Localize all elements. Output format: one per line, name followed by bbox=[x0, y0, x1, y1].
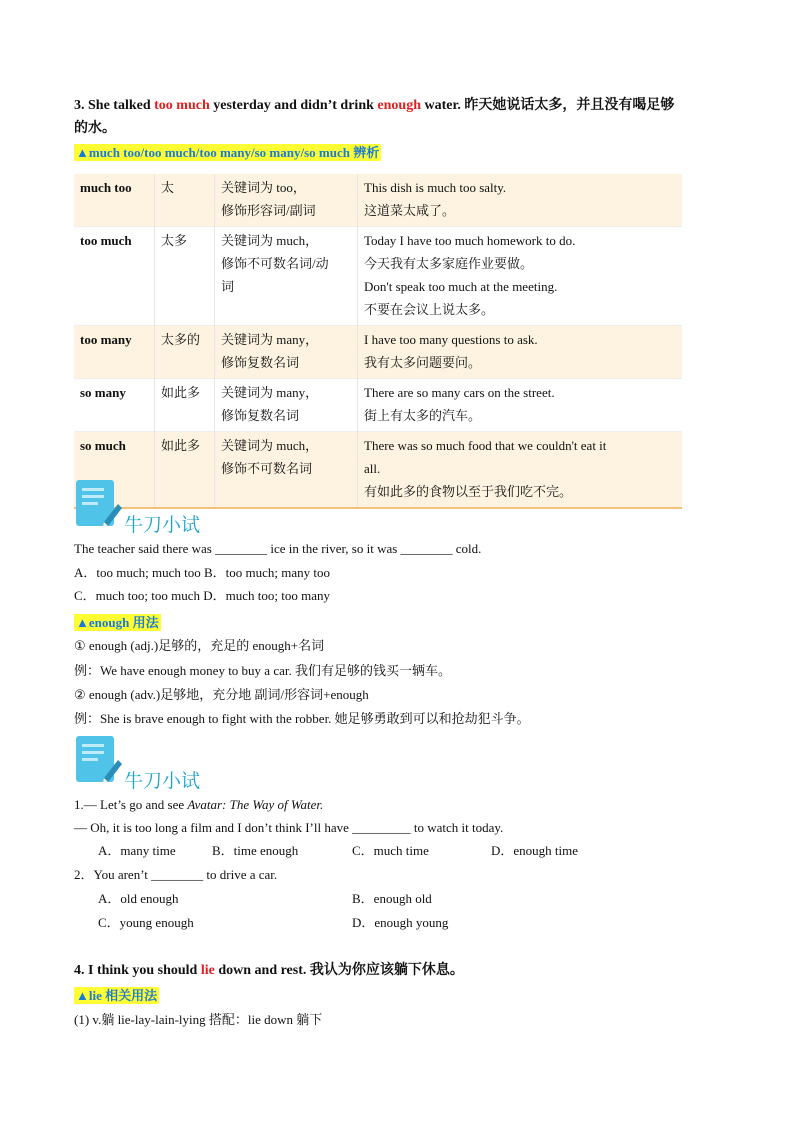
section3-heading-cont: 的水。 bbox=[74, 121, 116, 136]
section-number: 3. bbox=[74, 98, 85, 113]
quiz2-q1: 1.— Let’s go and see Avatar: The Way of Water. bbox=[74, 797, 324, 812]
lie-heading: ▲lie 相关用法 bbox=[76, 988, 158, 1003]
usage-line: 关键词为 many， bbox=[221, 332, 319, 347]
example-cell bbox=[358, 326, 683, 379]
term-cell: much too bbox=[74, 174, 155, 227]
usage-cell bbox=[215, 432, 358, 509]
usage-line: 修饰不可数名词 bbox=[221, 461, 313, 476]
table-row bbox=[74, 326, 682, 379]
meaning-cell: 如此多 bbox=[155, 432, 215, 509]
example-line: There are so many cars on the street. bbox=[364, 385, 555, 400]
example-line: 有如此多的食物以至于我们吃不完。 bbox=[364, 484, 573, 499]
analysis-heading: ▲much too/too much/too many/so many/so much 辨析 bbox=[76, 145, 380, 160]
quiz2-q2-option-a: A．old enough bbox=[98, 891, 179, 906]
lie-usage-line: (1) v.躺 lie-lay-lain-lying 搭配：lie down 躺下 bbox=[74, 1012, 323, 1027]
quiz2-q1-line2: — Oh, it is too long a film and I don’t think I’ll have _________ to watch it today. bbox=[74, 820, 504, 835]
example-cell bbox=[358, 174, 683, 227]
usage-cell bbox=[215, 174, 358, 227]
example-line: 这道菜太咸了。 bbox=[364, 203, 456, 218]
keyword-lie: lie bbox=[200, 963, 215, 978]
meaning-cell: 太 bbox=[155, 174, 215, 227]
quiz-title: 牛刀小试 bbox=[124, 770, 201, 792]
heading-text: yesterday and didn’t drink bbox=[213, 98, 374, 113]
table-row bbox=[74, 227, 682, 326]
heading-text: She talked bbox=[88, 98, 151, 113]
table-row bbox=[74, 432, 682, 509]
quiz-title: 牛刀小试 bbox=[124, 514, 201, 536]
example-line: There was so much food that we couldn't eat it bbox=[364, 438, 607, 453]
note-pencil-icon bbox=[74, 734, 122, 786]
example-line: 街上有太多的汽车。 bbox=[364, 408, 482, 423]
example-line: Don't speak too much at the meeting. bbox=[364, 279, 558, 294]
quiz2-q1-option-d: D．enough time bbox=[491, 843, 579, 858]
section3-heading bbox=[74, 94, 674, 117]
quiz2-q2-option-d: D．enough young bbox=[352, 915, 449, 930]
term-cell: so much bbox=[74, 432, 155, 509]
enough-example-line: 例：She is brave enough to fight with the robber. 她足够勇敢到可以和抢劫犯斗争。 bbox=[74, 711, 530, 726]
enough-heading: ▲enough 用法 bbox=[76, 615, 159, 630]
quiz2-q1-option-a: A．many time bbox=[98, 843, 176, 858]
keyword-too-much: too much bbox=[154, 98, 210, 113]
example-cell bbox=[358, 379, 683, 432]
usage-line: 修饰复数名词 bbox=[221, 355, 300, 370]
quiz1-question: The teacher said there was ________ ice in the river, so it was ________ cold. bbox=[74, 541, 482, 556]
example-line: 今天我有太多家庭作业要做。 bbox=[364, 256, 534, 271]
quiz2-q1-option-c: C．much time bbox=[352, 843, 429, 858]
example-line: 我有太多问题要问。 bbox=[364, 355, 482, 370]
table-row bbox=[74, 379, 682, 432]
grammar-table bbox=[74, 174, 682, 509]
usage-line: 词 bbox=[221, 279, 235, 294]
example-line: Today I have too much homework to do. bbox=[364, 233, 576, 248]
table-row bbox=[74, 174, 682, 227]
usage-line: 关键词为 much， bbox=[221, 438, 319, 453]
usage-cell bbox=[215, 326, 358, 379]
quiz1-options: A．too much; much too B．too much; many too bbox=[74, 565, 331, 580]
quiz-badge bbox=[74, 734, 122, 790]
usage-line: 关键词为 too， bbox=[221, 180, 306, 195]
usage-line: 修饰复数名词 bbox=[221, 408, 300, 423]
keyword-enough: enough bbox=[377, 98, 421, 113]
example-line: 不要在会议上说太多。 bbox=[364, 302, 495, 317]
meaning-cell: 如此多 bbox=[155, 379, 215, 432]
quiz2-q2: 2．You aren’t ________ to drive a car. bbox=[74, 867, 278, 882]
example-cell bbox=[358, 432, 683, 509]
example-line: This dish is much too salty. bbox=[364, 180, 507, 195]
enough-usage-line: ② enough (adv.)足够地，充分地 副词/形容词+enough bbox=[74, 687, 369, 702]
quiz2-q1-option-b: B．time enough bbox=[212, 843, 299, 858]
example-line: I have too many questions to ask. bbox=[364, 332, 538, 347]
enough-example-line: 例：We have enough money to buy a car. 我们有足够的钱买一辆车。 bbox=[74, 663, 451, 678]
usage-line: 修饰形容词/副词 bbox=[221, 203, 316, 218]
note-pencil-icon bbox=[74, 478, 122, 530]
meaning-cell: 太多 bbox=[155, 227, 215, 326]
quiz-badge bbox=[74, 478, 122, 534]
term-cell: too many bbox=[74, 326, 155, 379]
quiz1-options: C．much too; too much D．much too; too many bbox=[74, 588, 331, 603]
usage-cell bbox=[215, 379, 358, 432]
usage-line: 修饰不可数名词/动 bbox=[221, 256, 329, 271]
usage-line: 关键词为 many， bbox=[221, 385, 319, 400]
enough-usage-line: ① enough (adj.)足够的，充足的 enough+名词 bbox=[74, 638, 325, 653]
example-line: all. bbox=[364, 461, 381, 476]
film-title: Avatar: The Way of Water. bbox=[187, 797, 324, 812]
term-cell: too much bbox=[74, 227, 155, 326]
usage-cell bbox=[215, 227, 358, 326]
example-cell bbox=[358, 227, 683, 326]
quiz2-q2-option-c: C．young enough bbox=[98, 915, 194, 930]
meaning-cell: 太多的 bbox=[155, 326, 215, 379]
term-cell: so many bbox=[74, 379, 155, 432]
quiz2-q2-option-b: B．enough old bbox=[352, 891, 432, 906]
usage-line: 关键词为 much， bbox=[221, 233, 319, 248]
section4-heading: 4. I think you should lie down and rest. 我认为你应该躺下休息。 bbox=[74, 963, 464, 978]
heading-text: water. 昨天她说话太多，并且没有喝足够 bbox=[424, 98, 675, 113]
